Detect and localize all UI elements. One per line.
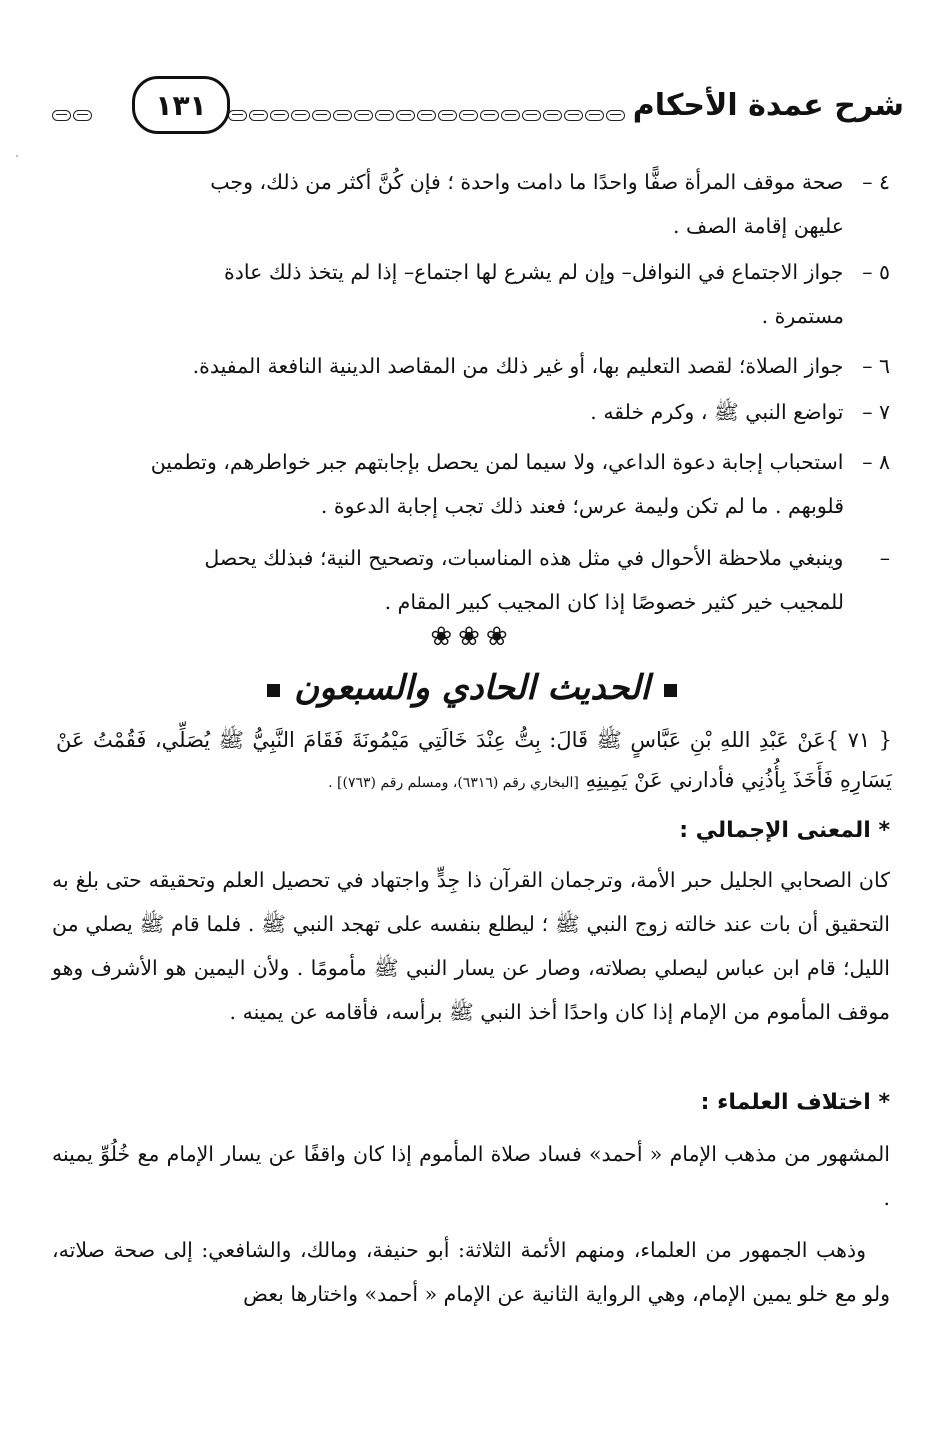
hadith-reference: [البخاري رقم (٦٣١٦)، ومسلم رقم (٧٦٣)] .: [328, 775, 579, 791]
square-bullet-icon: [267, 684, 280, 697]
item-text: صحة موقف المرأة صفًّا واحدًا ما دامت واحدة ؛ فإن كُنَّ أكثر من ذلك، وجب: [210, 170, 844, 194]
item-number: ٦ –: [862, 354, 890, 378]
hadith-title: [0, 668, 944, 708]
scan-speck: [16, 155, 18, 157]
item-text: جواز الصلاة؛ لقصد التعليم بها، أو غير ذلك من المقاصد الدينية النافعة المفيدة.: [192, 354, 844, 378]
paragraph: المشهور من مذهب الإمام « أحمد» فساد صلاة المأموم إذا كان واقفًا عن يسار الإمام مع خُلُوِّ يمينه .: [52, 1142, 890, 1210]
item-text-continued: عليهن إقامة الصف .: [673, 214, 844, 238]
item-text: تواضع النبي ﷺ ، وكرم خلقه .: [590, 400, 844, 424]
hadith-text-block: [56, 720, 892, 803]
paragraph: كان الصحابي الجليل حبر الأمة، وترجمان القرآن ذا جِدٍّ واجتهاد في تحصيل العلم وتحقيقه حتى بلغ به التحقيق أن بات عند خالته زوج النبي ﷺ ؛ ليطلع بنفسه على تهجد النبي ﷺ . فلما قام ﷺ يصلي من الليل؛ قام ابن عباس ليصلي بصلاته، وصار عن يسار النبي ﷺ مأمومًا . ولأن اليمين هو الأشرف وهو موقف المأموم من الإمام إذا كان واحدًا أخذ النبي ﷺ برأسه، فأقامه عن يمينه .: [52, 868, 890, 1024]
list-item: [56, 440, 890, 528]
item-number: ٥ –: [862, 260, 890, 284]
item-number: ٨ –: [862, 450, 890, 474]
item-text-continued: للمجيب خير كثير خصوصًا إذا كان المجيب كبير المقام .: [384, 590, 844, 614]
list-item: [56, 344, 890, 388]
section-heading: * المعنى الإجمالي :: [679, 818, 890, 843]
hadith-text: { ٧١ }عَنْ عَبْدِ اللهِ بْنِ عَبَّاسٍ ﷺ قَالَ: بِتُّ عِنْدَ خَالَتِي مَيْمُونَةَ فَقَامَ النَّبِيُّ ﷺ يُصَلِّي، فَقُمْتُ عَنْ يَسَارِهِ فَأَخَذَ بِأُذُنِي فأدارني عَنْ يَمِينِهِ: [56, 728, 892, 792]
header-ornament-long: [228, 108, 628, 122]
item-text-continued: مستمرة .: [761, 304, 844, 328]
page-number: ١٣١: [132, 76, 230, 134]
item-text: استحباب إجابة دعوة الداعي، ولا سيما لمن يحصل بإجابتهم جبر خواطرهم، وتطمين: [150, 450, 844, 474]
section-heading: * اختلاف العلماء :: [700, 1090, 890, 1115]
item-number: ٧ –: [862, 400, 890, 424]
page-header: [40, 70, 904, 142]
square-bullet-icon: [664, 684, 677, 697]
section-separator: ❀❀❀: [430, 622, 514, 652]
item-number: ٤ –: [862, 170, 890, 194]
list-item: [56, 536, 890, 624]
paragraph: وذهب الجمهور من العلماء، ومنهم الأئمة الثلاثة: أبو حنيفة، ومالك، والشافعي: إلى صحة صلاته، ولو مع خلو يمين الإمام، وهي الرواية الثانية عن الإمام « أحمد» واختارها بعض: [52, 1238, 890, 1306]
list-item: [56, 250, 890, 338]
item-text-continued: قلوبهم . ما لم تكن وليمة عرس؛ فعند ذلك تجب إجابة الدعوة .: [320, 494, 844, 518]
list-item: [56, 390, 890, 434]
book-title: شرح عمدة الأحكام: [632, 88, 904, 123]
item-text: وينبغي ملاحظة الأحوال في مثل هذه المناسبات، وتصحيح النية؛ فبذلك يحصل: [204, 546, 844, 570]
hadith-title-text: الحديث الحادي والسبعون: [294, 668, 650, 708]
item-text: جواز الاجتماع في النوافل– وإن لم يشرع لها اجتماع– إذا لم يتخذ ذلك عادة: [224, 260, 844, 284]
list-item: [56, 160, 890, 248]
header-ornament-short: [52, 108, 102, 122]
item-number: –: [879, 546, 890, 570]
